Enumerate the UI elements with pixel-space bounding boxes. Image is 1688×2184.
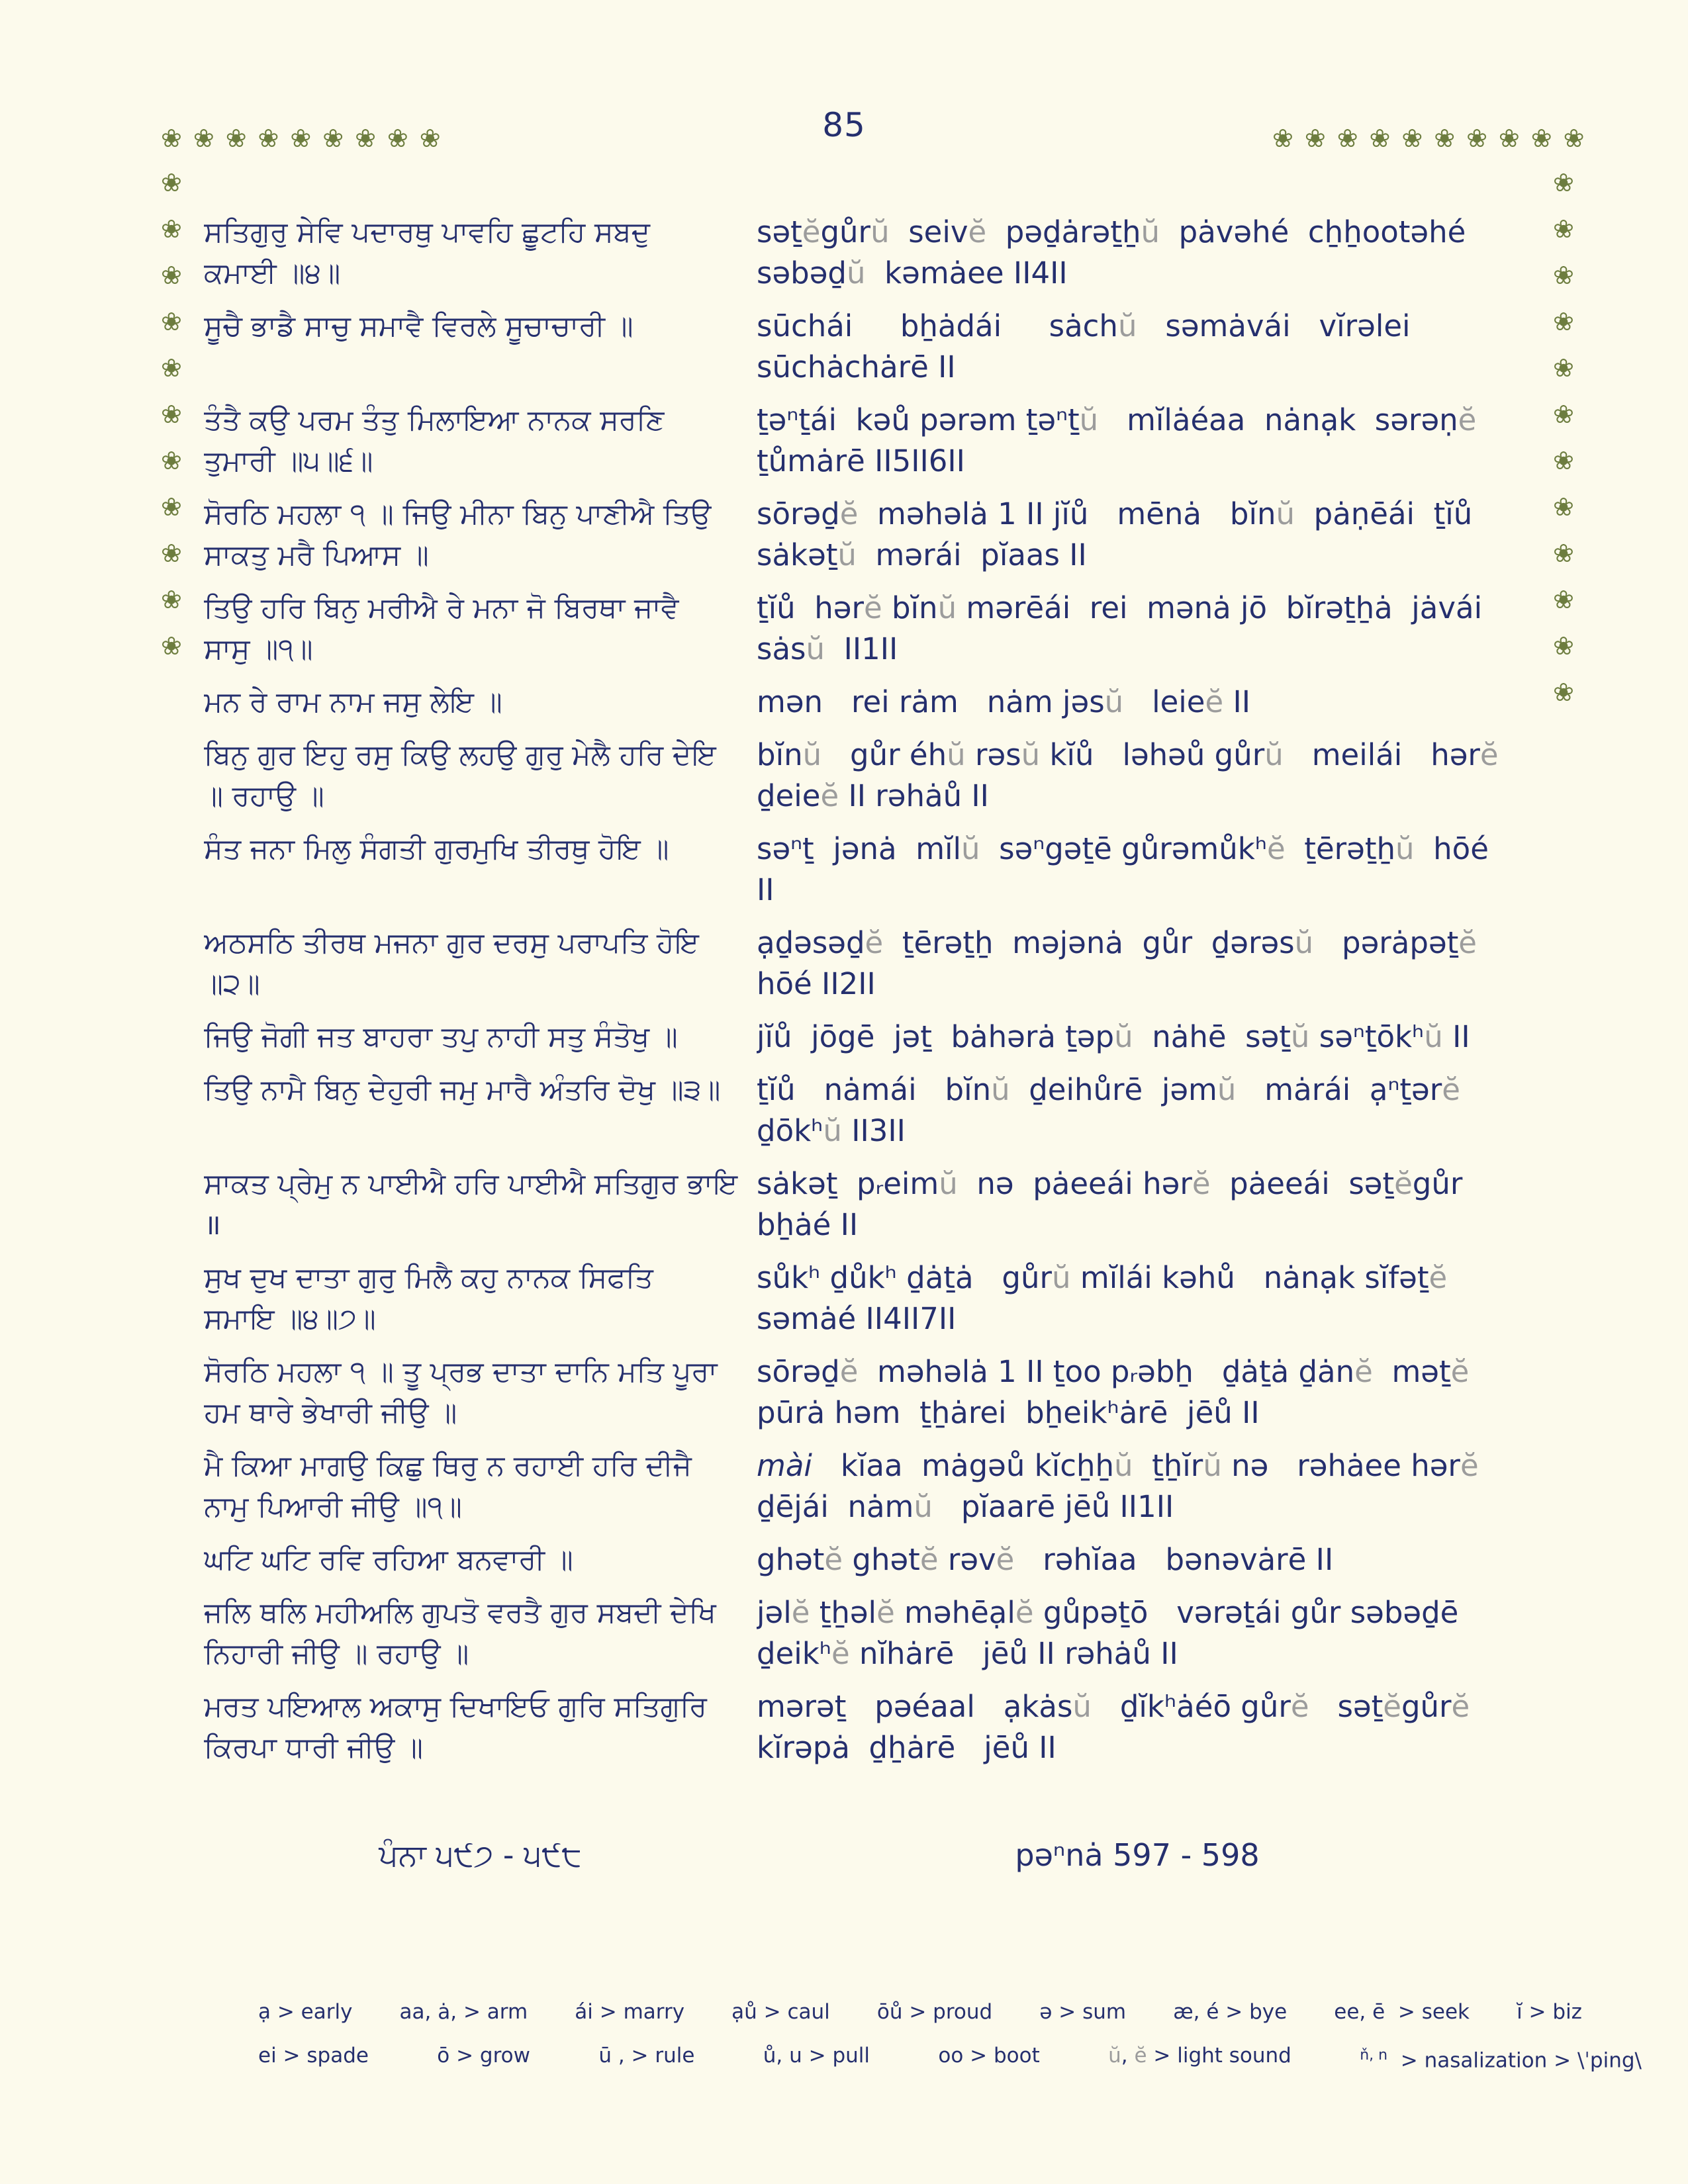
transliteration-line: sūchái bẖȧdái sȧchŭ səmȧvái vĭrəlei [757,308,1411,343]
gurmukhi-line: ਸਤਿਗੁਰੁ ਸੇਵਿ ਪਦਾਰਥੁ ਪਾਵਹਿ ਛੂਟਹਿ ਸਬਦੁ [204,216,650,249]
flower-icon: ❀ [161,631,182,660]
flower-icon: ❀ [387,124,408,153]
transliteration-line: ṯůmȧrē II5II6II [757,443,965,478]
page-reference-gurmukhi: ਪੰਨਾ ੫੯੭ - ੫੯੮ [379,1837,582,1873]
gurmukhi-line: ਸਮਾਇ ॥੪॥੭॥ [204,1302,376,1336]
flower-icon: ❀ [1553,307,1574,336]
gurmukhi-text [204,1257,757,1340]
verse-row [204,212,1680,294]
flower-icon: ❀ [1530,124,1552,153]
gurmukhi-text [204,1351,757,1433]
transliteration-line: ghətĕ ghətĕ rəvĕ rəhĭaa bənəvȧrē II [757,1542,1334,1577]
verse-row [204,1163,1680,1246]
ornament-row-top-right [1272,126,1584,151]
gurmukhi-text [204,1686,757,1768]
transliteration-text [757,923,1680,1005]
flower-icon: ❀ [1553,631,1574,660]
flower-icon: ❀ [161,124,182,153]
transliteration-line: jĭů jōgē jəṯ bȧhərȧ ṯəpŭ nȧhē səṯŭ səⁿṯōkʰŭ II [757,1019,1470,1054]
gurmukhi-line: ਤਿਉ ਹਰਿ ਬਿਨੁ ਮਰੀਐ ਰੇ ਮਨਾ ਜੋ ਬਿਰਥਾ ਜਾਵੈ [204,592,679,625]
flower-icon: ❀ [419,124,441,153]
legend-item: ū , > rule [598,2044,695,2068]
flower-icon: ❀ [161,400,182,429]
transliteration-line: səṯĕgůrŭ seivĕ pəḏȧrəṯẖŭ pȧvəhé cẖẖootəhé [757,214,1466,250]
flower-icon: ❀ [1553,214,1574,244]
gurmukhi-line: ॥ ਰਹਾਉ ॥ [204,780,324,813]
transliteration-line: ạḏəsəḏĕ ṯērəṯẖ məjənȧ gůr ḏərəsŭ pərȧpəṯĕ [757,925,1477,960]
verse-row [204,585,1680,670]
flower-icon: ❀ [1498,124,1520,153]
verse-row [204,682,1680,723]
ornament-row-top-left [161,126,441,151]
transliteration-text [757,1445,1680,1527]
gurmukhi-text [204,212,757,294]
gurmukhi-line: ਸੰਤ ਜਨਾ ਮਿਲੁ ਸੰਗਤੀ ਗੁਰਮੁਖਿ ਤੀਰਥੁ ਹੋਇ ॥ [204,833,669,866]
transliteration-line: mài kĭaa mȧgəů kĭcẖẖŭ ṯẖĭrŭ nə rəhȧee hərĕ [757,1448,1479,1483]
gurmukhi-line: ਅਠਸਠਿ ਤੀਰਥ ਮਜਨਾ ਗੁਰ ਦਰਸੁ ਪਰਾਪਤਿ ਹੋਇ [204,927,699,960]
flower-icon: ❀ [161,353,182,383]
transliteration-text [757,494,1680,576]
gurmukhi-line: ਮਰਤ ਪਇਆਲ ਅਕਾਸੁ ਦਿਖਾਇਓ ਗੁਰਿ ਸਤਿਗੁਰਿ [204,1690,707,1723]
gurmukhi-line: ਤੰਤੈ ਕਉ ਪਰਮ ਤੰਤੁ ਮਿਲਾਇਆ ਨਾਨਕ ਸਰਣਿ [204,404,665,437]
legend-item: $^{ň, n}$ > nasalization > \ˈping\ [1360,2047,1642,2073]
gurmukhi-line: ॥ [204,1208,221,1242]
flower-icon: ❀ [1369,124,1391,153]
verse-row [204,1445,1680,1527]
legend-item: æ, é > bye [1173,2000,1288,2024]
gurmukhi-text [204,306,757,347]
transliteration-line: pūrȧ həm ṯẖȧrei bẖeikʰȧrē jēů II [757,1395,1260,1430]
gurmukhi-line: ਘਟਿ ਘਟਿ ਰਵਿ ਰਹਿਆ ਬਨਵਾਰੀ ॥ [204,1543,573,1576]
gurmukhi-line: ਤੁਮਾਰੀ ॥੫॥੬॥ [204,445,373,478]
legend-item: ei > spade [258,2044,369,2068]
transliteration-text [757,735,1680,817]
gurmukhi-text [204,400,757,482]
transliteration-line: ṯĭů nȧmái bĭnŭ ḏeihůrē jəmŭ mȧrái ạⁿṯərĕ [757,1072,1460,1107]
gurmukhi-line: ਕਿਰਪਾ ਧਾਰੀ ਜੀਉ ॥ [204,1731,423,1764]
gurmukhi-line: ਮਨ ਰੇ ਰਾਮ ਨਾਮ ਜਸੁ ਲੇਇ ॥ [204,686,502,719]
gurmukhi-line: ਜਿਉ ਜੋਗੀ ਜਤ ਬਾਹਰਾ ਤਪੁ ਨਾਹੀ ਸਤੁ ਸੰਤੋਖੁ ॥ [204,1021,678,1054]
gurmukhi-text [204,1069,757,1111]
gurmukhi-text [204,1017,757,1058]
flower-icon: ❀ [161,214,182,244]
gurmukhi-text [204,588,757,670]
gurmukhi-line: ਜਲਿ ਥਲਿ ਮਹੀਅਲਿ ਗੁਪਤੋ ਵਰਤੈ ਗੁਰ ਸਬਦੀ ਦੇਖਿ [204,1596,716,1629]
transliteration-line: sůkʰ ḏůkʰ ḏȧṯȧ gůrŭ mĭlái kəhů nȧnạk sĭfəṯĕ [757,1260,1448,1295]
verse-row [204,400,1680,482]
gurmukhi-line: ਸਾਸੁ ॥੧॥ [204,633,313,666]
flower-icon: ❀ [1553,446,1574,475]
transliteration-text [757,1069,1680,1152]
verse-row [204,1592,1680,1674]
flower-icon: ❀ [1553,353,1574,383]
verse-row [204,1539,1680,1580]
legend-item: ạů > caul [731,2000,830,2024]
legend-item: ů, u > pull [763,2044,870,2068]
legend-item: ái > marry [575,2000,685,2024]
gurmukhi-line: ਤਿਉ ਨਾਮੈ ਬਿਨੁ ਦੇਹੁਰੀ ਜਮੁ ਮਾਰੈ ਅੰਤਰਿ ਦੋਖੁ ॥੩॥ [204,1073,721,1107]
pronunciation-legend-row-2 [258,2042,1642,2073]
gurmukhi-text [204,735,757,817]
transliteration-line: səbəḏŭ kəmȧee II4II [757,255,1068,291]
gurmukhi-line: ਸੋਰਠਿ ਮਹਲਾ ੧ ॥ ਜਿਉ ਮੀਨਾ ਬਿਨੁ ਪਾਣੀਐ ਤਿਉ [204,498,712,531]
gurmukhi-line: ਨਾਮੁ ਪਿਆਰੀ ਜੀਉ ॥੧॥ [204,1490,462,1524]
transliteration-text [757,682,1680,723]
transliteration-text [757,400,1680,482]
transliteration-text [757,212,1680,294]
legend-item: ŭ, ĕ > light sound [1108,2044,1291,2068]
flower-icon: ❀ [1336,124,1358,153]
gurmukhi-text [204,494,757,576]
flower-icon: ❀ [161,539,182,568]
pronunciation-legend-row-1 [258,1999,1582,2025]
transliteration-line: ḏējái nȧmŭ pĭaarē jēů II1II [757,1489,1174,1524]
transliteration-line: ḏeikʰĕ nĭhȧrē jēů II rəhȧů II [757,1636,1178,1671]
transliteration-text [757,1592,1680,1674]
transliteration-text [757,1163,1680,1246]
transliteration-line: səmȧé II4II7II [757,1301,957,1336]
transliteration-line: sȧkəṯ pᵣeimŭ nə pȧeeái hərĕ pȧeeái səṯĕgůr [757,1166,1463,1201]
legend-item: ĭ > biz [1517,2000,1582,2024]
transliteration-line: mərəṯ pəéaal ạkȧsŭ ḏĭkʰȧéō gůrĕ səṯĕgůrĕ [757,1689,1470,1724]
transliteration-line: jəlĕ ṯẖəlĕ məhēạlĕ gůpəṯō vərəṯái gůr səbəḏē [757,1595,1459,1630]
flower-icon: ❀ [1553,492,1574,522]
gurmukhi-line: ਬਿਨੁ ਗੁਰ ਇਹੁ ਰਸੁ ਕਿਉ ਲਹਉ ਗੁਰੁ ਮੇਲੈ ਹਰਿ ਦੇਇ [204,739,716,772]
transliteration-text [757,1686,1680,1768]
verse-row [204,1686,1680,1768]
gurmukhi-line: ਮੈ ਕਿਆ ਮਾਗਉ ਕਿਛੁ ਥਿਰੁ ਨ ਰਹਾਈ ਹਰਿ ਦੀਜੈ [204,1449,692,1482]
verse-row [204,923,1680,1005]
page-number: 85 [822,106,866,144]
gurmukhi-text [204,1592,757,1674]
flower-icon: ❀ [1272,124,1293,153]
gurmukhi-line: ਸੁਖ ਦੁਖ ਦਾਤਾ ਗੁਰੁ ਮਿਲੈ ਕਹੁ ਨਾਨਕ ਸਿਫਤਿ [204,1261,653,1295]
flower-icon: ❀ [1553,400,1574,429]
flower-icon: ❀ [1563,124,1585,153]
verse-row [204,306,1680,388]
flower-icon: ❀ [161,446,182,475]
page-reference-row [204,1835,1518,1876]
gurmukhi-text [204,1445,757,1527]
flower-icon: ❀ [355,124,376,153]
flower-icon: ❀ [1553,261,1574,290]
transliteration-line: mən rei rȧm nȧm jəsŭ leieĕ II [757,684,1251,719]
flower-icon: ❀ [161,492,182,522]
transliteration-text [757,1017,1680,1058]
legend-item: ō > grow [437,2044,530,2068]
transliteration-line: sōrəḏĕ məhəlȧ 1 II ṯoo pᵣəbẖ ḏȧṯȧ ḏȧnĕ məṯĕ [757,1354,1470,1389]
flower-icon: ❀ [1553,168,1574,197]
flower-icon: ❀ [258,124,279,153]
transliteration-line: sȧkəṯŭ mərái pĭaas II [757,537,1087,572]
gurmukhi-text [204,829,757,870]
transliteration-line: sōrəḏĕ məhəlȧ 1 II jĭů mēnȧ bĭnŭ pȧṇēái ṯĭů [757,496,1473,531]
flower-icon: ❀ [1434,124,1456,153]
flower-icon: ❀ [161,168,182,197]
flower-icon: ❀ [161,261,182,290]
verse-list [204,212,1680,1780]
transliteration-line: bẖȧé II [757,1207,859,1242]
gurmukhi-line: ਹਮ ਥਾਰੇ ਭੇਖਾਰੀ ਜੀਉ ॥ [204,1396,457,1430]
verse-row [204,1069,1680,1152]
page-reference-translit: pəⁿnȧ 597 - 598 [1015,1837,1260,1873]
flower-icon: ❀ [161,585,182,614]
transliteration-line: kĭrəpȧ ḏẖȧrē jēů II [757,1730,1056,1765]
gurmukhi-text [204,923,757,1005]
legend-item: oo > boot [938,2044,1040,2068]
transliteration-line: ṯəⁿṯái kəů pərəm ṯəⁿṯŭ mĭlȧéaa nȧnạk sərəṇĕ [757,402,1477,437]
transliteration-text [757,1351,1680,1433]
flower-icon: ❀ [1553,585,1574,614]
verse-row [204,735,1680,817]
flower-icon: ❀ [1553,678,1574,707]
flower-icon: ❀ [1401,124,1423,153]
legend-item: ōů > proud [876,2000,993,2024]
transliteration-line: sūchȧchȧrē II [757,349,956,385]
transliteration-text [757,585,1680,670]
gurmukhi-text [204,1539,757,1580]
verse-row [204,1257,1680,1340]
transliteration-line: səⁿṯ jənȧ mĭlŭ səⁿgəṯē gůrəmůkʰĕ ṯērəṯẖŭ hōé [757,831,1489,866]
gurmukhi-text [204,682,757,723]
transliteration-text [757,306,1680,388]
gurmukhi-line: ਸਾਕਤ ਪ੍ਰੇਮੁ ਨ ਪਾਈਐ ਹਰਿ ਪਾਈਐ ਸਤਿਗੁਰ ਭਾਇ [204,1167,738,1201]
verse-row [204,1017,1680,1058]
transliteration-line: bĭnŭ gůr éhŭ rəsŭ kĭů ləhəů gůrŭ meilái hərĕ [757,737,1499,772]
flower-icon: ❀ [1304,124,1326,153]
transliteration-line: II [757,872,774,907]
flower-icon: ❀ [322,124,344,153]
flower-icon: ❀ [1553,539,1574,568]
transliteration-text [757,1257,1680,1340]
verse-row [204,494,1680,576]
gurmukhi-line: ਸਾਕਤੁ ਮਰੈ ਪਿਆਸ ॥ [204,539,429,572]
gurmukhi-line: ॥੨॥ [204,968,260,1001]
flower-icon: ❀ [225,124,247,153]
legend-item: ə > sum [1039,2000,1127,2024]
flower-icon: ❀ [193,124,214,153]
gurmukhi-line: ਕਮਾਈ ॥੪॥ [204,257,341,290]
transliteration-line: hōé II2II [757,966,876,1001]
legend-item: aa, ȧ, > arm [399,2000,528,2024]
verse-row [204,829,1680,911]
verse-row [204,1351,1680,1433]
transliteration-line: ḏeieĕ II rəhȧů II [757,778,989,813]
gurmukhi-text [204,1163,757,1246]
transliteration-text [757,1539,1680,1580]
gurmukhi-line: ਸੂਚੈ ਭਾਡੈ ਸਾਚੁ ਸਮਾਵੈ ਵਿਰਲੇ ਸੂਚਾਚਾਰੀ ॥ [204,310,633,343]
legend-item: ạ > early [258,2000,353,2024]
gurmukhi-line: ਨਿਹਾਰੀ ਜੀਉ ॥ ਰਹਾਉ ॥ [204,1637,469,1670]
flower-icon: ❀ [1466,124,1487,153]
flower-icon: ❀ [161,307,182,336]
flower-icon: ❀ [290,124,312,153]
legend-item: ee, ē > seek [1334,2000,1470,2024]
transliteration-line: sȧsŭ II1II [757,631,898,666]
transliteration-line: ṯĭů hərĕ bĭnŭ mərēái rei mənȧ jō bĭrəṯẖȧ jȧvái [757,590,1483,625]
ornament-column-left [161,169,182,659]
transliteration-text [757,829,1680,911]
gurmukhi-line: ਸੋਰਠਿ ਮਹਲਾ ੧ ॥ ਤੂ ਪ੍ਰਭ ਦਾਤਾ ਦਾਨਿ ਮਤਿ ਪੂਰਾ [204,1355,718,1388]
transliteration-line: ḏōkʰŭ II3II [757,1113,906,1148]
